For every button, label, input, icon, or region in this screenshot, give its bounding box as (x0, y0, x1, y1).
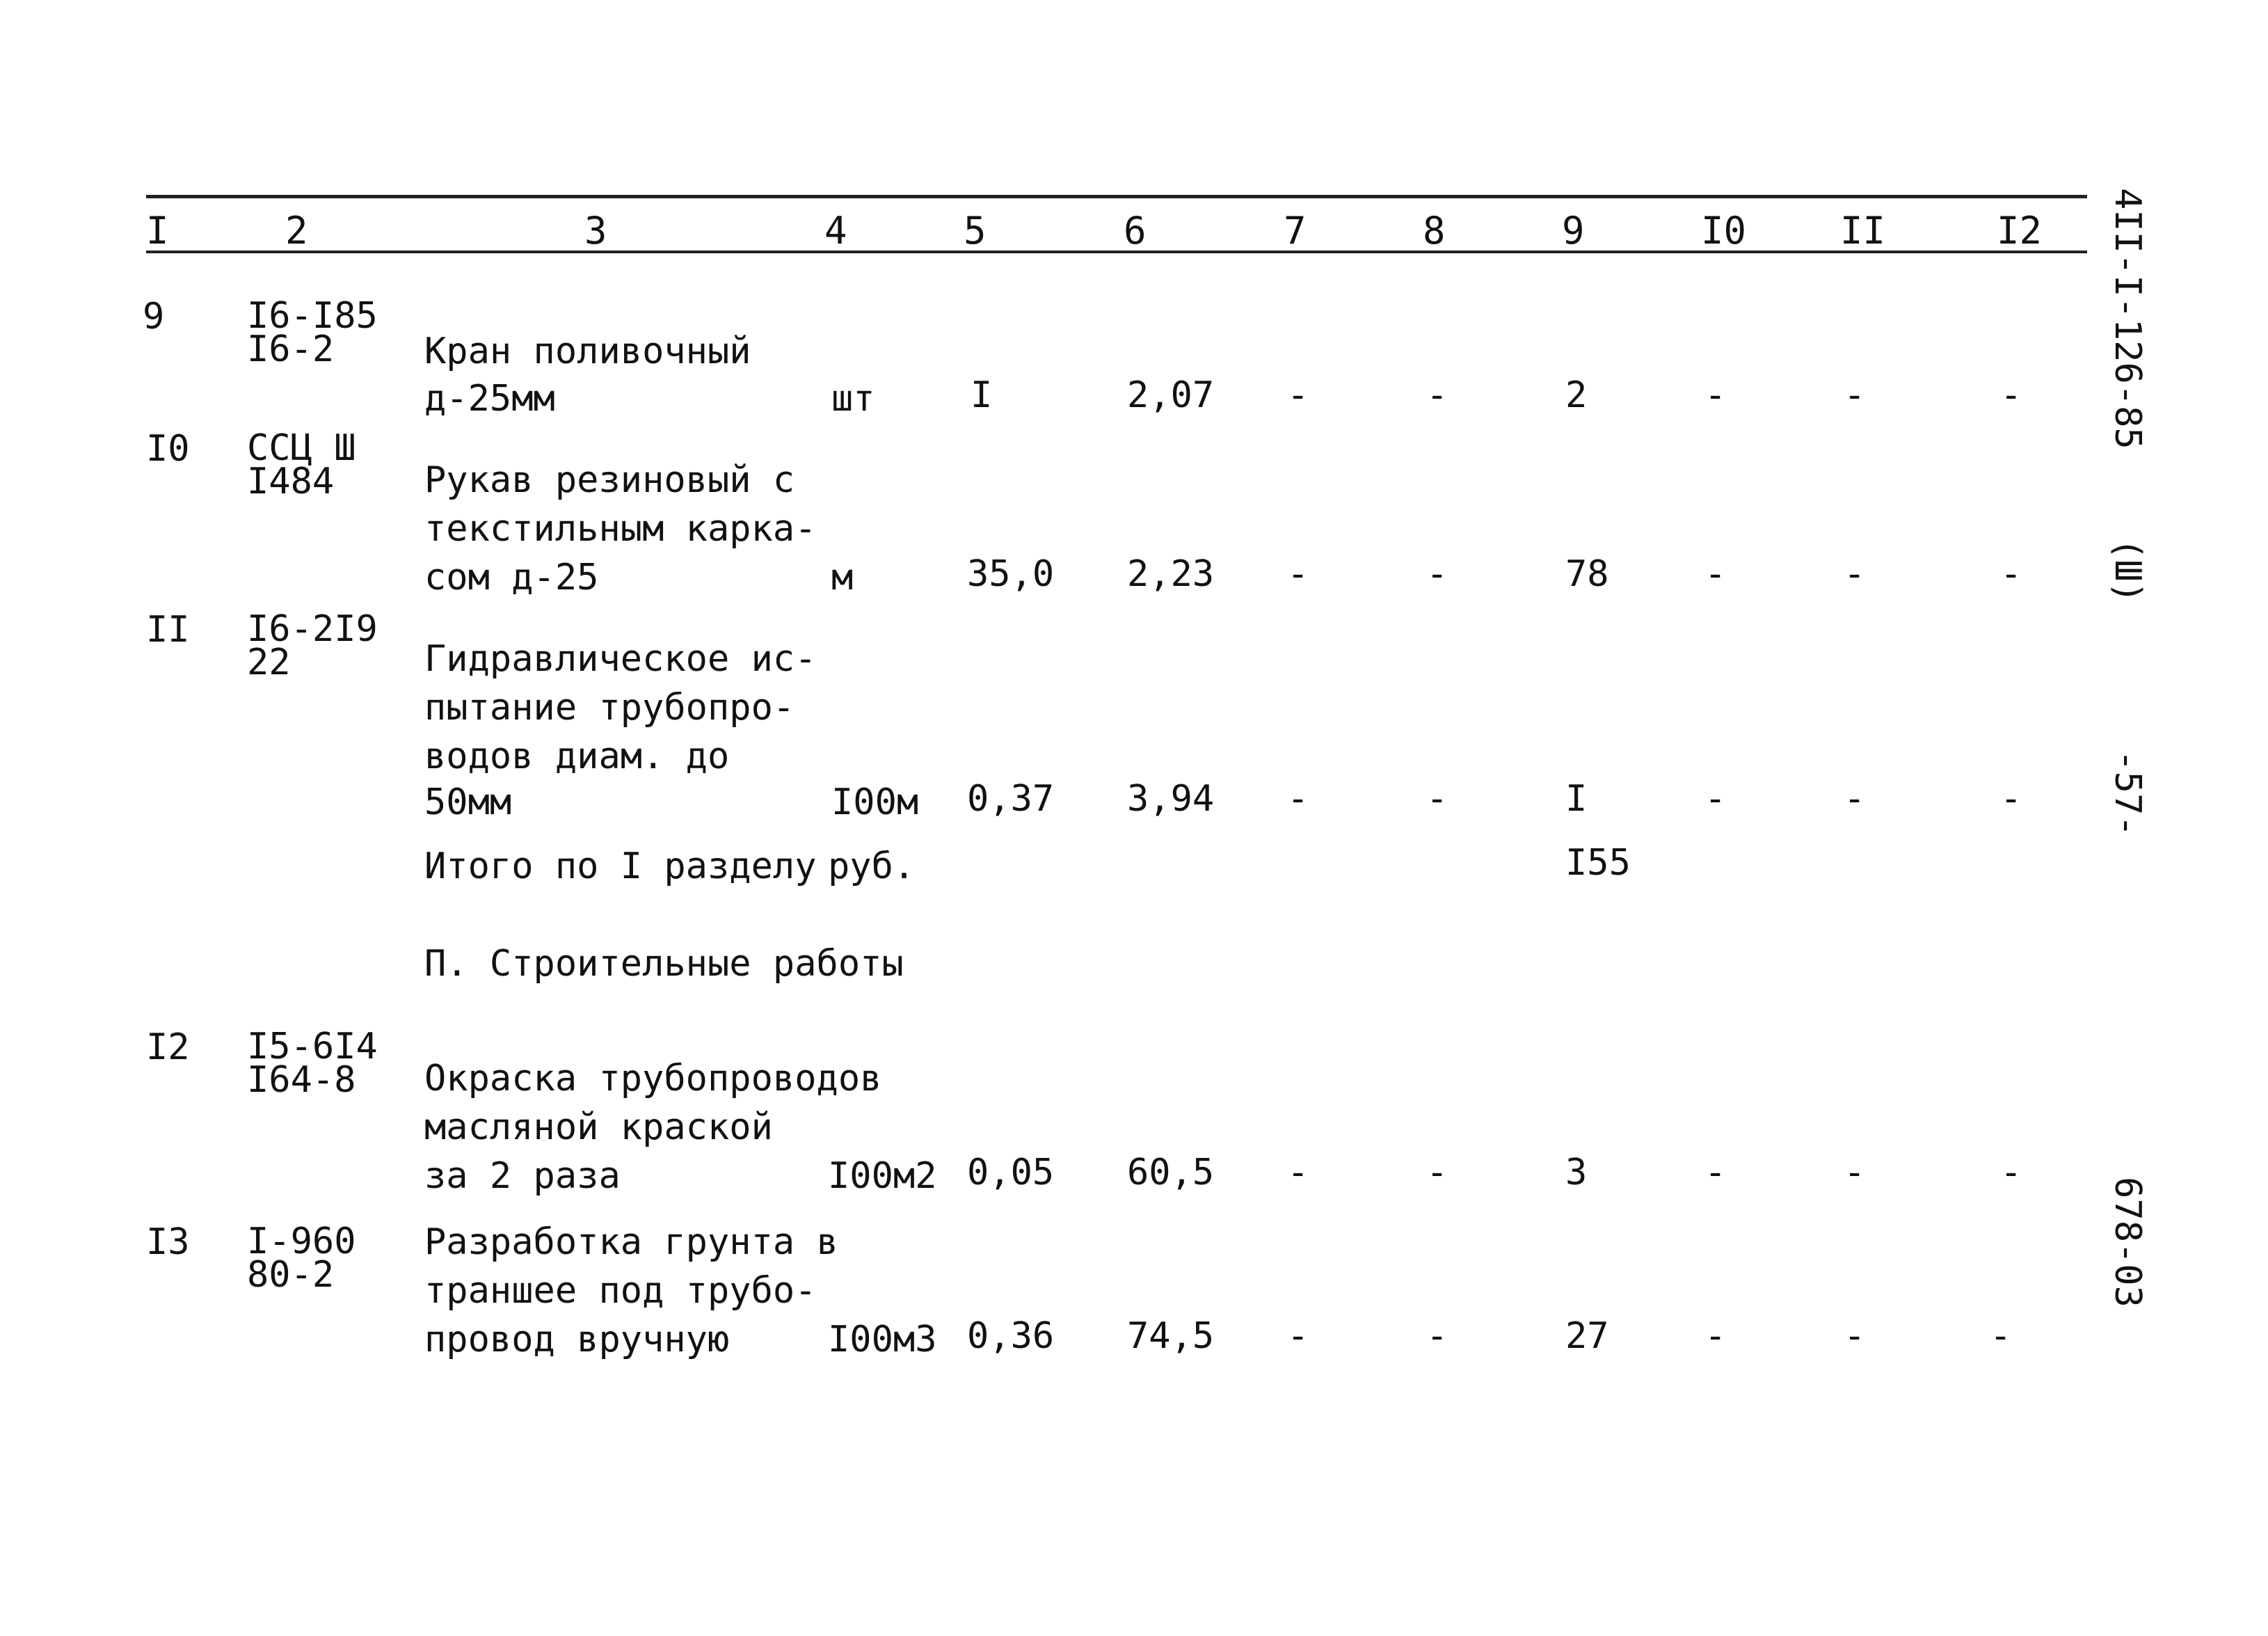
col7-cell: - (1287, 374, 1309, 416)
row-number: 9 (143, 296, 165, 337)
col-header-6: 6 (1124, 209, 1147, 253)
norm-code-line: I64-8 (247, 1059, 356, 1101)
col-header-7: 7 (1284, 209, 1307, 253)
col-header-1: I (146, 209, 169, 253)
col10-cell: - (1704, 1152, 1727, 1193)
subtotal-label: Итого по I разделу (424, 845, 817, 887)
col11-cell: - (1844, 374, 1866, 416)
row-number: I3 (146, 1221, 190, 1263)
description-line: провод вручную (424, 1319, 730, 1360)
col-header-9: 9 (1562, 209, 1585, 253)
price-cell: 74,5 (1127, 1315, 1215, 1357)
price-cell: 2,07 (1127, 374, 1215, 416)
price-cell: 3,94 (1127, 778, 1215, 820)
price-cell: 2,23 (1127, 553, 1215, 595)
col11-cell: - (1844, 553, 1866, 595)
col9-cell: 27 (1565, 1315, 1609, 1357)
quantity-cell: I (971, 374, 993, 416)
norm-code-line: I484 (247, 461, 335, 502)
page-number: -57- (2107, 749, 2148, 837)
unit-cell: I00м (831, 781, 919, 823)
norm-code-line: 22 (247, 642, 291, 683)
col-header-11: II (1840, 209, 1886, 253)
unit-cell: шт (831, 378, 875, 420)
col7-cell: - (1287, 1315, 1309, 1357)
quantity-cell: 0,37 (967, 778, 1055, 820)
col10-cell: - (1704, 553, 1727, 595)
col12-cell: - (2000, 778, 2022, 820)
description-line: текстильным карка- (424, 508, 817, 550)
subtotal-unit: руб. (828, 845, 916, 887)
norm-code-line: I6-2 (247, 328, 335, 370)
description-line: д-25мм (424, 378, 555, 420)
col9-cell: 3 (1565, 1152, 1588, 1193)
col8-cell: - (1426, 1315, 1448, 1357)
description-line: за 2 раза (424, 1155, 621, 1197)
col7-cell: - (1287, 778, 1309, 820)
description-line: траншее под трубо- (424, 1270, 817, 1312)
col-header-8: 8 (1423, 209, 1446, 253)
col12-cell: - (2000, 553, 2022, 595)
description-line: Кран поливочный (424, 331, 751, 372)
row-number: II (146, 609, 190, 651)
col9-cell: I (1565, 778, 1588, 820)
row-number: I2 (146, 1026, 190, 1068)
description-line: масляной краской (424, 1106, 773, 1148)
unit-cell: м (831, 557, 854, 598)
quantity-cell: 0,05 (967, 1152, 1055, 1193)
subtotal-value: I55 (1565, 842, 1631, 884)
norm-code-line: I6-I85 (247, 295, 378, 337)
col10-cell: - (1704, 374, 1727, 416)
description-line: 50мм (424, 781, 512, 823)
price-cell: 60,5 (1127, 1152, 1215, 1193)
archive-code: 678-03 (2107, 1177, 2148, 1308)
norm-code-line: I6-2I9 (247, 608, 378, 650)
col11-cell: - (1844, 1152, 1866, 1193)
unit-cell: I00м3 (828, 1319, 937, 1360)
col8-cell: - (1426, 374, 1448, 416)
description-line: Рукав резиновый с (424, 459, 795, 501)
description-line: Окраска трубопроводов (424, 1058, 882, 1099)
col11-cell: - (1844, 1315, 1866, 1357)
description-line: сом д-25 (424, 557, 599, 598)
norm-code-line: 80-2 (247, 1254, 335, 1296)
norm-code-line: I-960 (247, 1221, 356, 1262)
col10-cell: - (1704, 1315, 1727, 1357)
table-header-bottom-rule (146, 251, 2087, 253)
col-header-12: I2 (1997, 209, 2043, 253)
col10-cell: - (1704, 778, 1727, 820)
col-header-2: 2 (285, 209, 308, 253)
col-header-10: I0 (1701, 209, 1747, 253)
col7-cell: - (1287, 553, 1309, 595)
col12-cell: - (2000, 374, 2022, 416)
col12-cell: - (1990, 1315, 2012, 1357)
col9-cell: 2 (1565, 374, 1588, 416)
col8-cell: - (1426, 553, 1448, 595)
volume-mark: (Ш) (2107, 538, 2148, 603)
description-line: Гидравлическое ис- (424, 638, 817, 680)
col7-cell: - (1287, 1152, 1309, 1193)
col-header-5: 5 (964, 209, 987, 253)
description-line: пытание трубопро- (424, 687, 795, 729)
row-number: I0 (146, 428, 190, 470)
norm-code-line: I5-6I4 (247, 1026, 378, 1067)
col9-cell: 78 (1565, 553, 1609, 595)
quantity-cell: 0,36 (967, 1315, 1055, 1357)
col12-cell: - (2000, 1152, 2022, 1193)
description-line: Разработка грунта в (424, 1221, 838, 1263)
quantity-cell: 35,0 (967, 553, 1055, 595)
unit-cell: I00м2 (828, 1155, 937, 1197)
description-line: водов диам. до (424, 736, 730, 777)
col11-cell: - (1844, 778, 1866, 820)
table-top-rule (146, 195, 2087, 198)
document-code: 4II-I-126-85 (2107, 188, 2148, 450)
col-header-4: 4 (824, 209, 847, 253)
col8-cell: - (1426, 1152, 1448, 1193)
col8-cell: - (1426, 778, 1448, 820)
section-title: П. Строительные работы (424, 943, 904, 985)
norm-code-line: ССЦ Ш (247, 427, 356, 469)
col-header-3: 3 (584, 209, 607, 253)
